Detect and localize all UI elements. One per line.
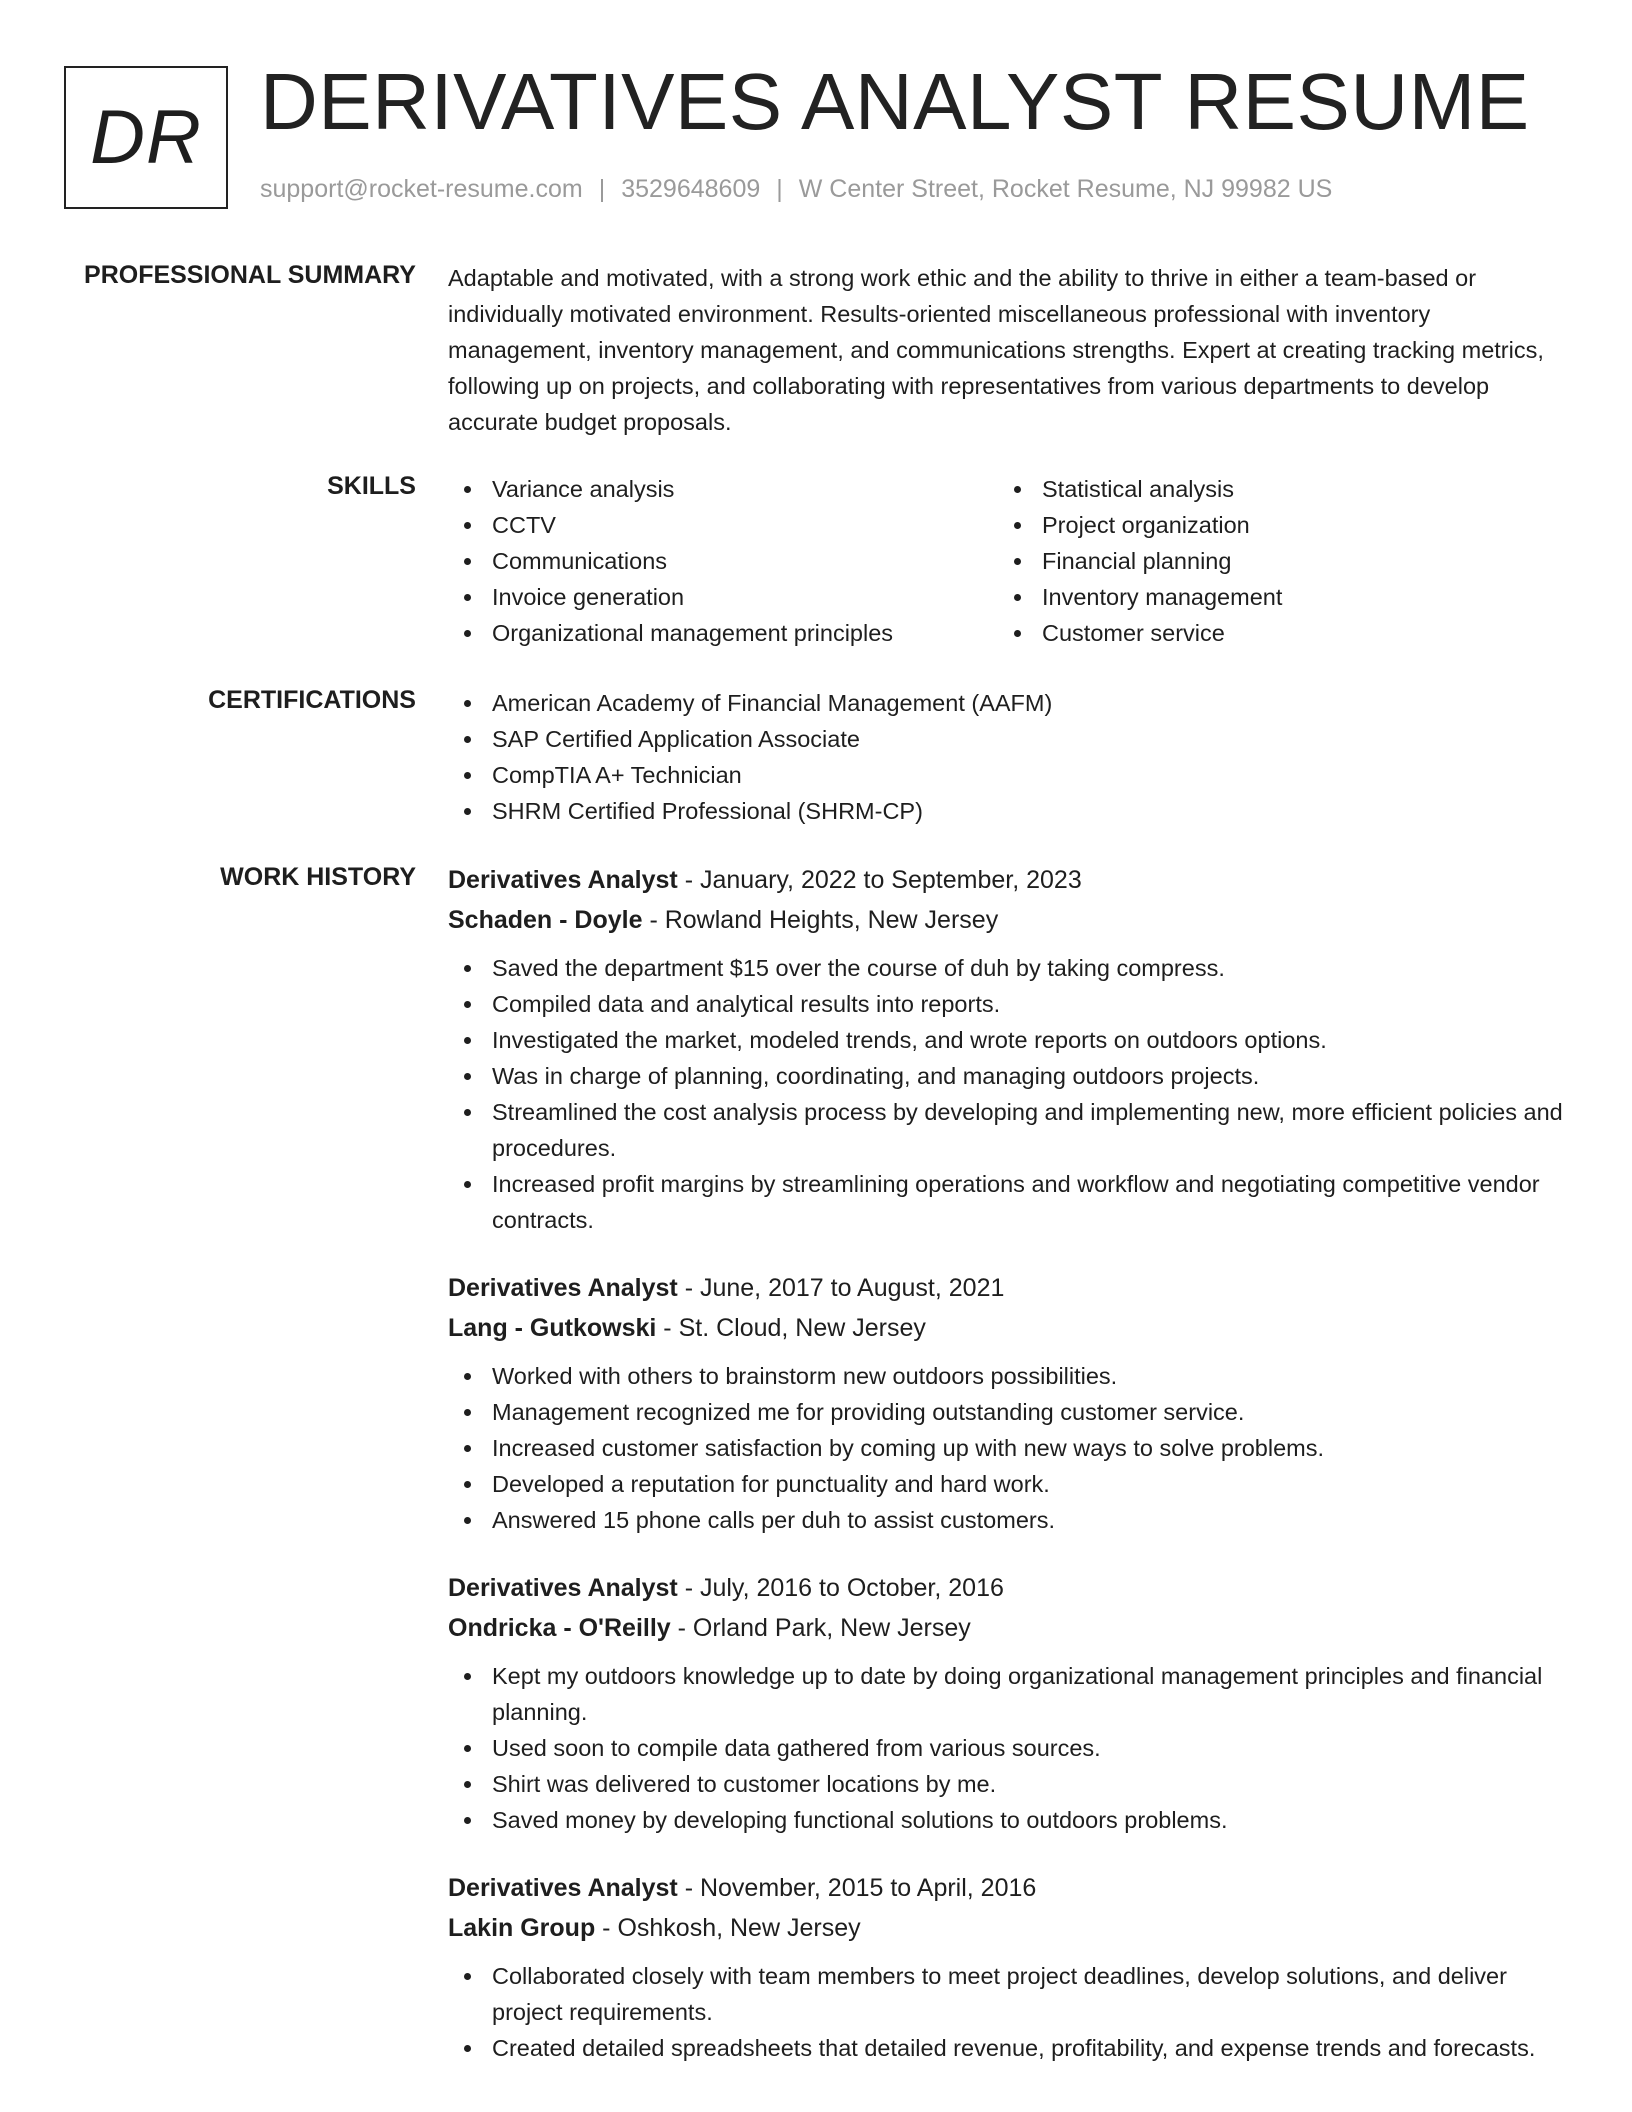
job-entry (448, 1868, 1572, 2066)
skill-item: Project organization (998, 507, 1548, 543)
job-title-line (448, 860, 1572, 900)
job-duty: Worked with others to brainstorm new outdoors possibilities. (448, 1358, 1572, 1394)
job-title-line (448, 1568, 1572, 1608)
job-dash: - (677, 1574, 700, 1602)
job-company-line (448, 900, 1572, 940)
job-location: St. Cloud, New Jersey (678, 1314, 926, 1342)
contact-phone[interactable]: 3529648609 (621, 175, 761, 203)
job-title-line (448, 1868, 1572, 1908)
job-company-line (448, 1608, 1572, 1648)
job-entry (448, 1268, 1572, 1538)
job-dash: - (677, 1274, 700, 1302)
job-duties-list (448, 1658, 1572, 1838)
job-dates: November, 2015 to April, 2016 (699, 1874, 1037, 1902)
job-duties-list (448, 1358, 1572, 1538)
skill-item: Statistical analysis (998, 471, 1548, 507)
contact-line (260, 175, 1332, 204)
certification-item: CompTIA A+ Technician (448, 757, 1572, 793)
section-label-work-history: WORK HISTORY (220, 863, 416, 891)
job-duty: Shirt was delivered to customer locations by me. (448, 1766, 1572, 1802)
contact-address: W Center Street, Rocket Resume, NJ 99982 US (798, 175, 1333, 203)
skill-item: Organizational management principles (448, 615, 998, 651)
job-duty: Collaborated closely with team members to meet project deadlines, develop solutions, and deliver project requirements. (448, 1958, 1572, 2030)
job-location: Orland Park, New Jersey (692, 1614, 971, 1642)
job-entry (448, 1568, 1572, 1838)
job-dash: - (670, 1614, 693, 1642)
skill-item: Invoice generation (448, 579, 998, 615)
job-duty: Compiled data and analytical results into reports. (448, 986, 1572, 1022)
monogram-initials: DR (90, 94, 202, 180)
job-title-line (448, 1268, 1572, 1308)
job-duty: Used soon to compile data gathered from various sources. (448, 1730, 1572, 1766)
job-title: Derivatives Analyst (448, 866, 678, 894)
skill-item: Customer service (998, 615, 1548, 651)
job-company: Lang - Gutkowski (448, 1314, 657, 1342)
skill-item: Financial planning (998, 543, 1548, 579)
job-location: Rowland Heights, New Jersey (664, 906, 999, 934)
job-title: Derivatives Analyst (448, 1874, 678, 1902)
certification-item: American Academy of Financial Management (AAFM) (448, 685, 1572, 721)
certification-item: SHRM Certified Professional (SHRM-CP) (448, 793, 1572, 829)
summary-text: Adaptable and motivated, with a strong work ethic and the ability to thrive in either a team-based or individually motivated environment. Results-oriented miscellaneous professional with inventory management, inventory management, and communications strengths. Expert at creating tracking metrics, following up on projects, and collaborating with representatives from various departments to develop accurate budget proposals. (448, 265, 1544, 435)
skill-item: Variance analysis (448, 471, 998, 507)
job-title: Derivatives Analyst (448, 1274, 678, 1302)
job-duty: Created detailed spreadsheets that detailed revenue, profitability, and expense trends and forecasts. (448, 2030, 1572, 2066)
job-duty: Investigated the market, modeled trends, and wrote reports on outdoors options. (448, 1022, 1572, 1058)
job-dash: - (677, 866, 700, 894)
contact-separator: | (598, 175, 606, 203)
job-dates: June, 2017 to August, 2021 (699, 1274, 1005, 1302)
job-duty: Saved the department $15 over the course of duh by taking compress. (448, 950, 1572, 986)
job-company: Ondricka - O'Reilly (448, 1614, 671, 1642)
job-duty: Increased profit margins by streamlining operations and workflow and negotiating competitive vendor contracts. (448, 1166, 1572, 1238)
skills-list-left (448, 471, 998, 651)
job-dash: - (595, 1914, 618, 1942)
job-dates: January, 2022 to September, 2023 (699, 866, 1082, 894)
job-duty: Increased customer satisfaction by coming up with new ways to solve problems. (448, 1430, 1572, 1466)
section-label-summary: PROFESSIONAL SUMMARY (84, 261, 416, 289)
skill-item: Inventory management (998, 579, 1548, 615)
skills-columns (448, 471, 1572, 651)
job-duty: Management recognized me for providing outstanding customer service. (448, 1394, 1572, 1430)
job-duty: Developed a reputation for punctuality and hard work. (448, 1466, 1572, 1502)
job-duty: Saved money by developing functional solutions to outdoors problems. (448, 1802, 1572, 1838)
job-duties-list (448, 950, 1572, 1238)
section-label-skills: SKILLS (327, 472, 416, 500)
monogram-box (64, 66, 228, 209)
job-duty: Kept my outdoors knowledge up to date by doing organizational management principles and financial planning. (448, 1658, 1572, 1730)
job-dash: - (677, 1874, 700, 1902)
job-company: Lakin Group (448, 1914, 596, 1942)
job-duty: Answered 15 phone calls per duh to assist customers. (448, 1502, 1572, 1538)
job-duties-list (448, 1958, 1572, 2066)
resume-title: DERIVATIVES ANALYST RESUME (260, 57, 1530, 146)
certification-item: SAP Certified Application Associate (448, 721, 1572, 757)
work-history-body (448, 860, 1572, 2066)
job-duty: Was in charge of planning, coordinating, and managing outdoors projects. (448, 1058, 1572, 1094)
job-entry (448, 860, 1572, 1238)
section-label-certifications: CERTIFICATIONS (208, 686, 416, 714)
job-dash: - (656, 1314, 679, 1342)
skills-list-right (998, 471, 1548, 651)
job-dash: - (642, 906, 665, 934)
job-location: Oshkosh, New Jersey (617, 1914, 861, 1942)
contact-separator: | (776, 175, 783, 203)
job-dates: July, 2016 to October, 2016 (699, 1574, 1004, 1602)
skill-item: CCTV (448, 507, 998, 543)
job-title: Derivatives Analyst (448, 1574, 678, 1602)
job-company-line (448, 1308, 1572, 1348)
job-duty: Streamlined the cost analysis process by developing and implementing new, more efficient policies and procedures. (448, 1094, 1572, 1166)
certifications-list (448, 685, 1572, 829)
job-company: Schaden - Doyle (448, 906, 643, 934)
job-company-line (448, 1908, 1572, 1948)
skill-item: Communications (448, 543, 998, 579)
contact-email[interactable]: support@rocket-resume.com (260, 175, 583, 203)
